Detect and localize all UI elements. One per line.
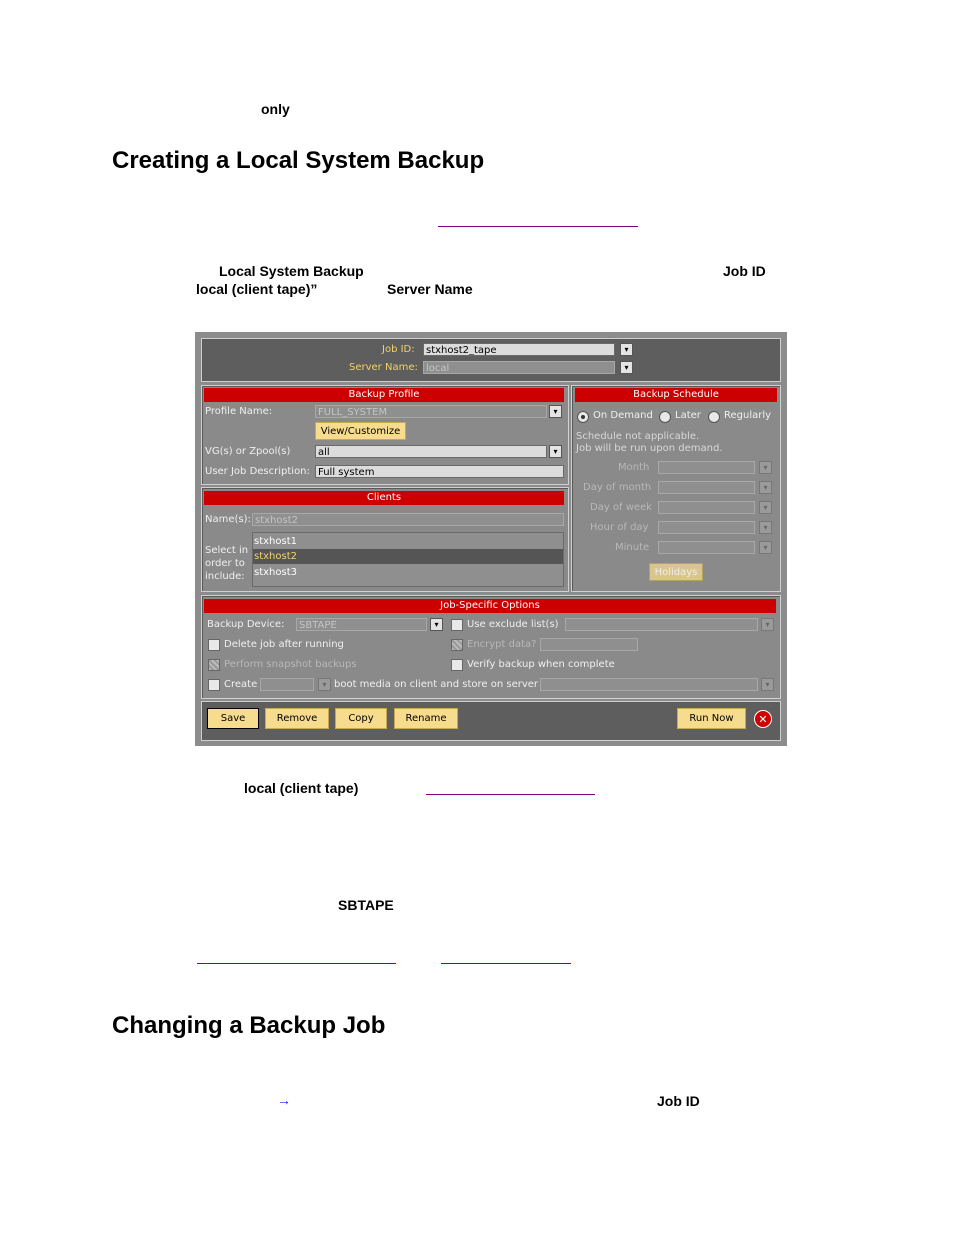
profile-name-dropdown-icon[interactable]: ▾ [549,405,562,418]
use-exclude-label: Use exclude list(s) [467,619,559,630]
minute-label: Minute [615,542,650,553]
create-label: Create [224,679,258,690]
client-item-selected[interactable]: stxhost2 [253,549,563,564]
hyperlink-underline[interactable] [441,963,571,964]
month-label: Month [618,462,650,473]
exclude-list-dropdown-icon[interactable]: ▾ [761,618,774,631]
arrow-right-icon: → [277,1092,291,1108]
create-checkbox[interactable] [208,679,220,691]
heading-changing-backup-job: Changing a Backup Job [112,1012,386,1039]
job-description-field[interactable]: Full system [315,465,564,478]
job-options-title: Job-Specific Options [204,599,776,613]
job-id-label: Job ID: [382,344,415,355]
rename-button[interactable]: Rename [394,708,458,729]
job-id-field[interactable]: stxhost2_tape [423,343,615,356]
day-of-month-label: Day of month [583,482,652,493]
bold-sbtape: SBTAPE [338,897,394,913]
backup-schedule-title: Backup Schedule [575,388,777,402]
server-name-field[interactable]: local [423,361,615,374]
clients-title: Clients [204,491,564,505]
backup-device-label: Backup Device: [207,619,285,630]
boot-media-label: boot media on client and store on server [334,679,539,690]
minute-field[interactable] [658,541,755,554]
hyperlink-underline[interactable] [438,226,638,227]
button-bar [201,701,781,741]
copy-button[interactable]: Copy [335,708,387,729]
save-button[interactable]: Save [207,708,259,729]
select-label-2: order to [205,558,245,569]
vg-label: VG(s) or Zpool(s) [205,446,291,457]
job-id-dropdown-icon[interactable]: ▾ [620,343,633,356]
bold-job-id-2: Job ID [657,1093,700,1109]
bold-local-client-tape-2: local (client tape) [244,780,359,796]
backup-device-field[interactable]: SBTAPE [296,618,427,631]
create-field[interactable] [260,678,314,691]
hyperlink-underline[interactable] [197,963,396,964]
profile-name-label: Profile Name: [205,406,273,417]
delete-job-label: Delete job after running [224,639,344,650]
hour-of-day-field[interactable] [658,521,755,534]
backup-job-dialog [195,332,787,746]
delete-job-checkbox[interactable] [208,639,220,651]
job-description-label: User Job Description: [205,466,310,477]
create-dropdown-icon[interactable]: ▾ [318,678,331,691]
remove-button[interactable]: Remove [265,708,329,729]
boot-media-field[interactable] [540,678,758,691]
profile-name-field[interactable]: FULL_SYSTEM [315,405,547,418]
bold-local-client-tape: local (client tape)” [196,281,318,297]
heading-creating-local-backup: Creating a Local System Backup [112,147,485,174]
server-name-label: Server Name: [349,362,418,373]
encrypt-label: Encrypt data? [467,639,537,650]
vg-dropdown-icon[interactable]: ▾ [549,445,562,458]
minute-dropdown-icon[interactable]: ▾ [759,541,772,554]
clients-listbox[interactable] [252,532,564,587]
regularly-label: Regularly [724,410,772,421]
clients-panel [201,487,569,592]
day-of-week-dropdown-icon[interactable]: ▾ [759,501,772,514]
backup-schedule-panel [571,385,781,592]
client-item[interactable]: stxhost1 [254,536,297,547]
select-label-1: Select in [205,545,249,556]
later-radio[interactable] [659,411,671,423]
boot-media-dropdown-icon[interactable]: ▾ [761,678,774,691]
month-dropdown-icon[interactable]: ▾ [759,461,772,474]
exclude-list-field[interactable] [565,618,758,631]
client-names-field[interactable]: stxhost2 [252,513,564,526]
holidays-button[interactable]: Holidays [649,563,703,581]
client-item[interactable]: stxhost3 [254,567,297,578]
encrypt-checkbox[interactable] [451,639,463,651]
day-of-month-field[interactable] [658,481,755,494]
bold-server-name: Server Name [387,281,473,297]
hour-of-day-dropdown-icon[interactable]: ▾ [759,521,772,534]
close-icon[interactable]: ✕ [754,710,772,728]
regularly-radio[interactable] [708,411,720,423]
snapshot-label: Perform snapshot backups [224,659,357,670]
server-name-dropdown-icon[interactable]: ▾ [620,361,633,374]
view-customize-button[interactable]: View/Customize [315,422,406,440]
encrypt-field[interactable] [540,638,638,651]
backup-device-dropdown-icon[interactable]: ▾ [430,618,443,631]
bold-job-id: Job ID [723,263,766,279]
bold-local-system-backup: Local System Backup [219,263,364,279]
select-label-3: include: [205,571,245,582]
backup-profile-panel [201,385,569,485]
hyperlink-underline[interactable] [426,794,595,795]
schedule-note-line2: Job will be run upon demand. [576,443,723,454]
schedule-note-line1: Schedule not applicable. [576,431,700,442]
verify-checkbox[interactable] [451,659,463,671]
vg-field[interactable]: all [315,445,547,458]
job-header-panel [201,338,781,382]
day-of-week-field[interactable] [658,501,755,514]
run-now-button[interactable]: Run Now [677,708,746,729]
on-demand-label: On Demand [593,410,653,421]
later-label: Later [675,410,701,421]
month-field[interactable] [658,461,755,474]
backup-profile-title: Backup Profile [204,388,564,402]
snapshot-checkbox[interactable] [208,659,220,671]
on-demand-radio[interactable] [577,411,589,423]
job-options-panel [201,595,781,699]
day-of-week-label: Day of week [590,502,653,513]
client-names-label: Name(s): [205,514,251,525]
day-of-month-dropdown-icon[interactable]: ▾ [759,481,772,494]
use-exclude-checkbox[interactable] [451,619,463,631]
verify-label: Verify backup when complete [467,659,615,670]
only-text: only [261,101,290,117]
hour-of-day-label: Hour of day [590,522,649,533]
